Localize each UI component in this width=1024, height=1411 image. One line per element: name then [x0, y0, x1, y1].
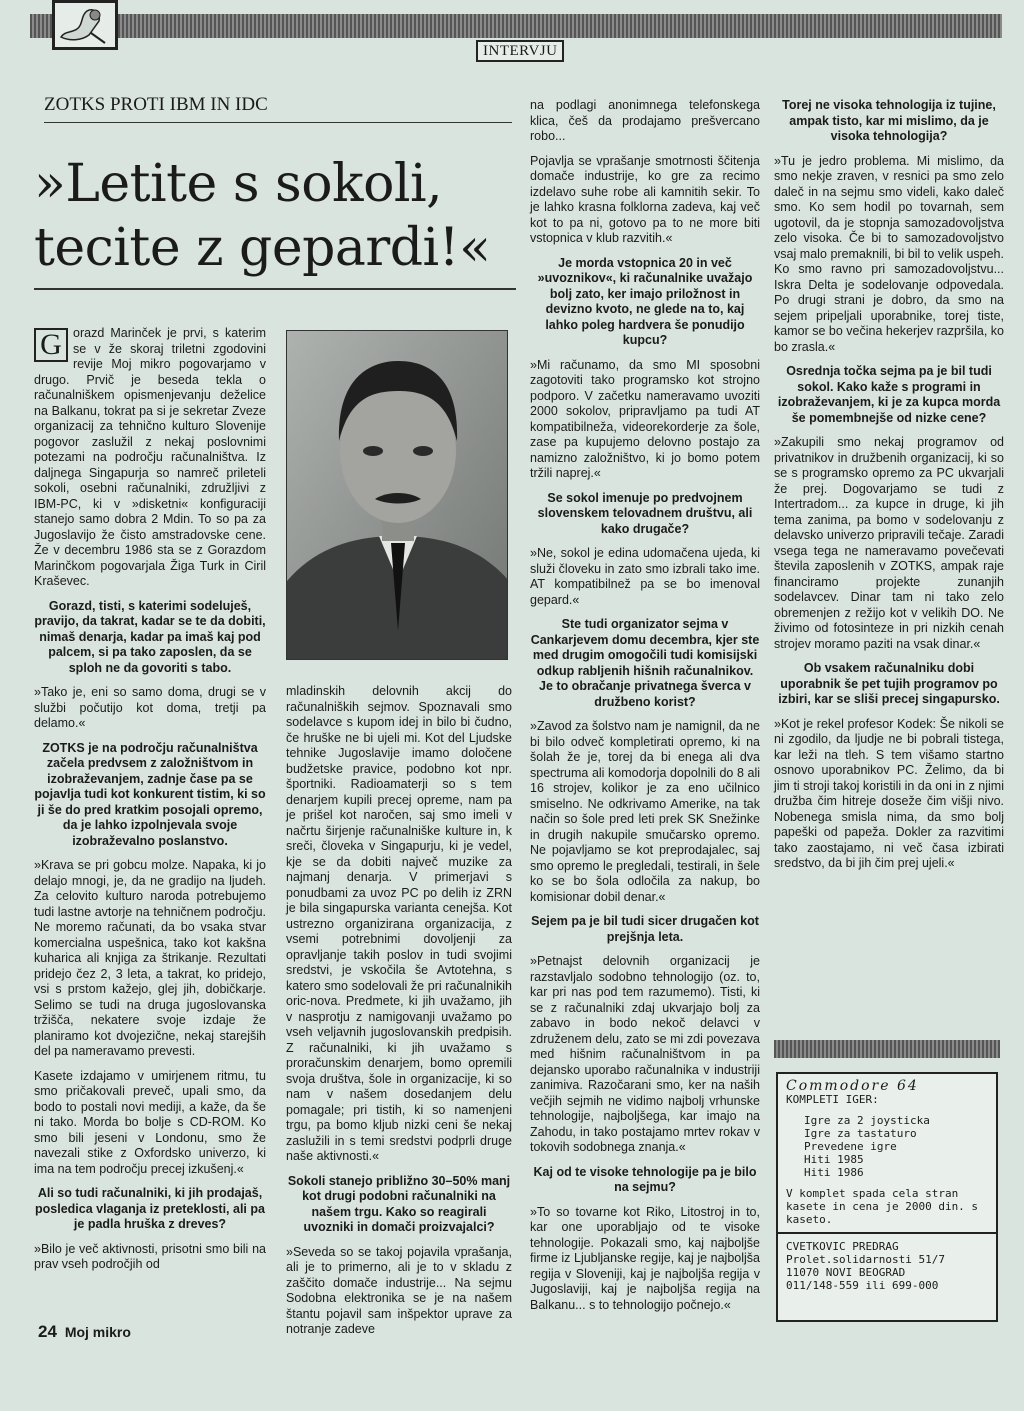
answer: »Petnajst delovnih organizacij je razstavljalo sodobno tehnologijo (oz. to, kar pri nas pod tem razumemo). Tisti, ki se z računalniki zdaj ukvarjajo bolj za zabavo in bodo nekoč delavci v združenem delu, zato se mi zdi povezava med hišnim računalništvom in pa dejansko uporabo računalnika v industriji zanimiva. Razočarani smo, ker na naših večjih sejmih ne vidimo najbolj vrhunske tehnologije, najboljšega, kar imajo na Zahodu, in tako postajamo mrtev rokav v tokovih sodobnega znanja.« — [530, 954, 760, 1154]
question: Ob vsakem računalniku dobi uporabnik še pet tujih programov po izbiri, kar se sliši precej singapursko. — [778, 661, 1000, 706]
portrait-photo — [286, 330, 508, 660]
header-rule — [30, 14, 1002, 38]
headline-line-1: »Letite s sokoli, — [34, 154, 443, 214]
answer: Kasete izdajamo v umirjenem ritmu, tu smo pričakovali preveč, upali smo, da bodo to postali novi mediji, a kaže, da še ni tako. Morda bo bolje s CD-ROM. Ko smo bili jeseni v Londonu, smo že navezali stike z Oxfordsko univerzo, ki ima na tem področju precej izkušenj.« — [34, 1068, 266, 1176]
ad-brand: Commodore 64 — [786, 1078, 919, 1094]
ad-divider — [778, 1232, 996, 1234]
column-3 — [530, 98, 760, 1322]
question: Kaj od te visoke tehnologije pa je bilo na sejmu? — [533, 1164, 757, 1194]
answer: »Seveda so se takoj pojavila vprašanja, ali je to primerno, ali je to v skladu z zaščito domače industrije... Na sejmu Sodobna elektronika se je na našem štantu pojavil sam inšpektor uprave za notranje zadeve — [286, 1244, 512, 1336]
question: Sokoli stanejo približno 30–50% manj kot drugi podobni računalniki na našem trgu. Kako so reagirali uvozniki in domači proizvajalci? — [287, 1173, 511, 1234]
question: Sejem pa je bil tudi sicer drugačen kot prejšnja leta. — [531, 914, 759, 944]
answer: »Zakupili smo nekaj programov od privatnikov in družbenih organizacij, ki so se s programsko opremo za PC ukvarjali že prej. Dogovarjamo se tudi z Intertradom... za kupce in druge, ki jih tema zanima, pa bomo v sodelovanju z delavsko univerzo pripravili tečaje. Zaradi vsega tega ne nameravamo povečevati števila zaposlenih v ZOTKS, ampak raje financiramo projekte zunanjih sodelavcev. Dinar tam ni tako zelo obremenjen z režijo kot v velikih DO. Ne živimo od fotosinteze in pri nizkih cenah strojev moramo paziti na vsak dinar.« — [774, 435, 1004, 651]
logo-drawing-icon — [55, 3, 115, 47]
answer: »Krava se pri gobcu molze. Napaka, ki jo delajo mnogi, je, da ne gradijo na ljudeh. Za celovito kulturo naroda potrebujemo tudi lastne avtorje na tehničnem področju. Ne moremo računati, da bo vsaka stvar komercialna uspešnica, tako kot kakšna kuharica ali knjiga za štrikanje. Rezultati pridejo čez 2, 3 leta, a takrat, ko pridejo, vsi s prstom kažejo, glej jih, dobičkarje. Selimo se tudi na druga jugoslovanska tržišča, nekatere svoje izdaje že planiramo kot dvojezične, nekaj starejših del pa nameravamo prevesti. — [34, 858, 266, 1058]
headline — [34, 152, 516, 290]
ad-list-item: Igre za tastaturo — [804, 1127, 917, 1140]
answer: Pojavlja se vprašanje smotrnosti ščitenja domače industrije, ko gre za recimo izdelavo suhe robe ali kamnitih sekir. To je lahko krasna folklorna zadeva, kaj več kot to pa ni, gotovo pa to ne more biti vstopnica v klub razvitih.« — [530, 153, 760, 245]
page-number: 24 — [38, 1322, 57, 1341]
answer: »Zavod za šolstvo nam je namignil, da ne bi bilo odveč kompletirati opremo, ki na šolah že je, torej da bi enega ali dva spectruma ali komodorja dopolnili do 8 ali 16 strojev, kolikor je za eno učilnico smiselno. Ne odkrivamo Amerike, na tak način so šole pred leti prek SK Snežinke in drugih nakupile smučarsko opremo. Ne pojavljamo se kot preprodajalec, saj smo opremo le pregledali, testirali, in šele ko se bo šola odločila za nakup, bo komisionar dobil denar.« — [530, 719, 760, 904]
column-2 — [286, 684, 512, 1347]
ad-list-item: Hiti 1985 — [804, 1153, 864, 1166]
ad-address-1: Prolet.solidarnosti 51/7 — [786, 1253, 945, 1266]
ad-list-item: Hiti 1986 — [804, 1166, 864, 1179]
question: Ste tudi organizator sejma v Cankarjevem domu decembra, kjer ste med drugim omogočili tudi komisijski odkup rabljenih hišnih računalnikov. Je to obračanje privatnega šverca v družbeno korist? — [530, 617, 760, 709]
column-4 — [774, 98, 1004, 881]
ad-list — [804, 1114, 988, 1179]
answer: »To so tovarne kot Riko, Litostroj in to, kar one uporabljajo od te visoke tehnologije. Pokazali smo, kaj najboljše firme iz Ljubljanske regije, kaj je najboljša regija v Sloveniji, kaj je najboljša regija v Jugoslaviji, kaj je najboljša regija na Balkanu... s to tehnologijo počnejo.« — [530, 1204, 760, 1312]
ad-address-2: 11070 NOVI BEOGRAD — [786, 1266, 906, 1279]
answer: »Tako je, eni so samo doma, drugi se v službi počutijo kot doma, tretji pa delamo.« — [34, 685, 266, 730]
question: Se sokol imenuje po predvojnem slovenskem telovadnem društvu, ali kako drugače? — [537, 490, 753, 536]
kicker: ZOTKS PROTI IBM IN IDC — [44, 94, 512, 123]
headline-line-2: tecite z gepardi!« — [34, 218, 491, 278]
ad-name: CVETKOVIC PREDRAG — [786, 1240, 899, 1253]
ad-rule — [774, 1040, 1000, 1058]
ad-headline: KOMPLETI IGER: — [786, 1093, 879, 1106]
ad-phone: 011/148-559 ili 699-000 — [786, 1279, 939, 1292]
section-tag: INTERVJU — [476, 40, 564, 62]
intro-text: orazd Marinček je prvi, s katerim se v že skoraj triletni zgodovini revije Moj mikro pogovarjamo v drugo. Prvič je beseda tekla o računalniškem opismenjevanju deželice na Balkanu, tokrat pa si je sekretar Zveze organizacij za tehnično kulturo Slovenije pogovor zaslužil z nekaj poslovnimi potezami na področju računalništva. Iz daljnega Singapurja so namreč prileteli sokoli, osebni računalniki, združljivi z IBM-PC, ki v »disketni« konfiguraciji stanejo samo dobra 2 Mdin. To so pa za Jugoslavijo že čisto amstradovske cene. Že v decembru 1986 sta se z Gorazdom Marinčkom pogovarjala Žiga Turk in Ciril Kraševec. — [34, 326, 266, 588]
answer: »Mi računamo, da smo MI sposobni zagotoviti tako programsko kot strojno podporo. V začetku nameravamo uvoziti 2000 sokolov, pripravljamo pa tudi AT kompatibilneža, videorekorderje za šole, zase pa kupujemo delovno postajo za namizno založništvo, ki jo bomo potem tržili naprej.« — [530, 357, 760, 480]
intro-paragraph — [34, 326, 266, 590]
question: ZOTKS je na področju računalništva začela predvsem z založništvom in izobraževanjem, zadnje čase pa se pojavlja tudi kot konkurent tistim, ki so ji še do pred kratkim posojali opremo, da je lahko izpolnjevala svoje izobraževalno poslanstvo. — [34, 740, 266, 848]
answer: mladinskih delovnih akcij do računalniških sejmov. Spoznavali smo sodelavce s kupom idej in bilo bi čudno, če hruške ne bi ujeli mi. Kot del Ljudske tehnike Jugoslavije imamo določene budžetske pravice, podobno kot npr. športniki. Radioamaterji so s tem denarjem kupili precej opreme, nam pa je prišel kot naročen, saj smo imeli v načrtu širjenje računalniške kulture in, k sreči, človeka v Singapurju, ki je vedel, kje se da dobiti največ muzike za najmanj denarja. V primerjavi s ponudbami za uvoz PC po delih iz ZRN je bila singapurska varianta cenejša. Kot ustrezno organizirana organizacija, z vsemi potrebnimi dovoljenji za opravljanje takih poslov in tudi svojimi sredstvi, je vskočila še Avtotehna, s katero smo sodelovali že pri računalnikih oric-nova. Predmete, ki jih uvažamo, jih v nasprotju z namigovanji uvažamo po vseh veljavnih jugoslovanskih predpisih. Z računalniki, ki jih uvažamo s proračunskim denarjem, bomo opremili svoja društva, šole in organizacije, ki so nam v našem dosedanjem delu pomagale; pri tistih, ki so namenjeni trgu, pa bomo kljub nizki ceni še nekaj zaslužili in s temi sredstvi podprli druge naše aktivnosti.« — [286, 684, 512, 1163]
magazine-name: Moj mikro — [64, 1324, 131, 1340]
drop-cap: G — [34, 328, 68, 362]
answer: »Kot je rekel profesor Kodek: Še nikoli se ni zgodilo, da ljudje ne bi pobrali tistega, kar leži na tleh. S tem višamo startno osnovo uporabnikov PC. Želimo, da bi jim ti stroji takoj koristili in da oni in z njimi družba čim hitreje doseže čim višji nivo. Nobenega smisla nima, da smo bolj papeški od papeža. Dokler za razvitimi tako zaostajamo, ni več časa izbirati sredstvo, da bi jih čim prej ujeli.« — [774, 716, 1004, 870]
question: Ali so tudi računalniki, ki jih prodajaš, posledica vlaganja iz preteklosti, ali pa je padla hruška z dreves? — [35, 1186, 265, 1231]
answer: »Tu je jedro problema. Mi mislimo, da smo nekje zraven, v resnici pa smo zelo daleč in na sejmu smo videli, kako daleč smo. Ko sem hodil po tovarnah, sem ugotovil, da je stopnja samozadovoljstva zelo visoka. Če bi to samozadovoljstvo vsaj malo premaknili, bi bil to velik uspeh. Ko smo ravno pri samozadovoljstvu... Iskra Delta je sodelovanje odpovedala. Po drugi strani je dobro, da smo na sejem pripeljali uporabnike, torej tiste, kamor se bo večina hekerjev razpršila, ko bo zrasla.« — [774, 153, 1004, 354]
answer: na podlagi anonimnega telefonskega klica, češ da prodajamo prešvercano robo... — [530, 98, 760, 143]
portrait-icon — [287, 331, 508, 660]
column-1 — [34, 326, 266, 1282]
classified-ad — [776, 1072, 998, 1322]
question: Osrednja točka sejma pa je bil tudi sokol. Kako kaže s programi in izobraževanjem, ki je za kupca morda še pomembnejše od nizke cene? — [777, 364, 1001, 425]
answer: »Bilo je več aktivnosti, prisotni smo bili na prav vseh področjih od — [34, 1241, 266, 1271]
magazine-logo — [52, 0, 118, 50]
ad-offer: V komplet spada cela stran kasete in cena je 2000 din. s kaseto. — [786, 1187, 979, 1226]
answer: »Ne, sokol je edina udomačena ujeda, ki služi človeku in zato smo izbrali tako ime. AT kompatibilnež pa se bo imenoval gepard.« — [530, 546, 760, 607]
page-footer — [38, 1322, 131, 1342]
ad-list-item: Prevedene igre — [804, 1140, 897, 1153]
question: Gorazd, tisti, s katerimi sodeluješ, pravijo, da takrat, kadar se te da dobiti, nimaš denarja, kadar pa imaš kaj pod palcem, si pa tako zaposlen, da se sploh ne da govoriti s tabo. — [34, 598, 266, 675]
question: Torej ne visoka tehnologija iz tujine, ampak tisto, kar mi mislimo, da je visoka tehnologija? — [782, 98, 996, 143]
question: Je morda vstopnica 20 in več »uvoznikov«, ki računalnike uvažajo bolj zato, ker imajo priložnost in devizno kvoto, ne glede na to, kaj lahko poleg hardvera še ponudijo kupcu? — [537, 255, 753, 347]
ad-list-item: Igre za 2 joysticka — [804, 1114, 930, 1127]
